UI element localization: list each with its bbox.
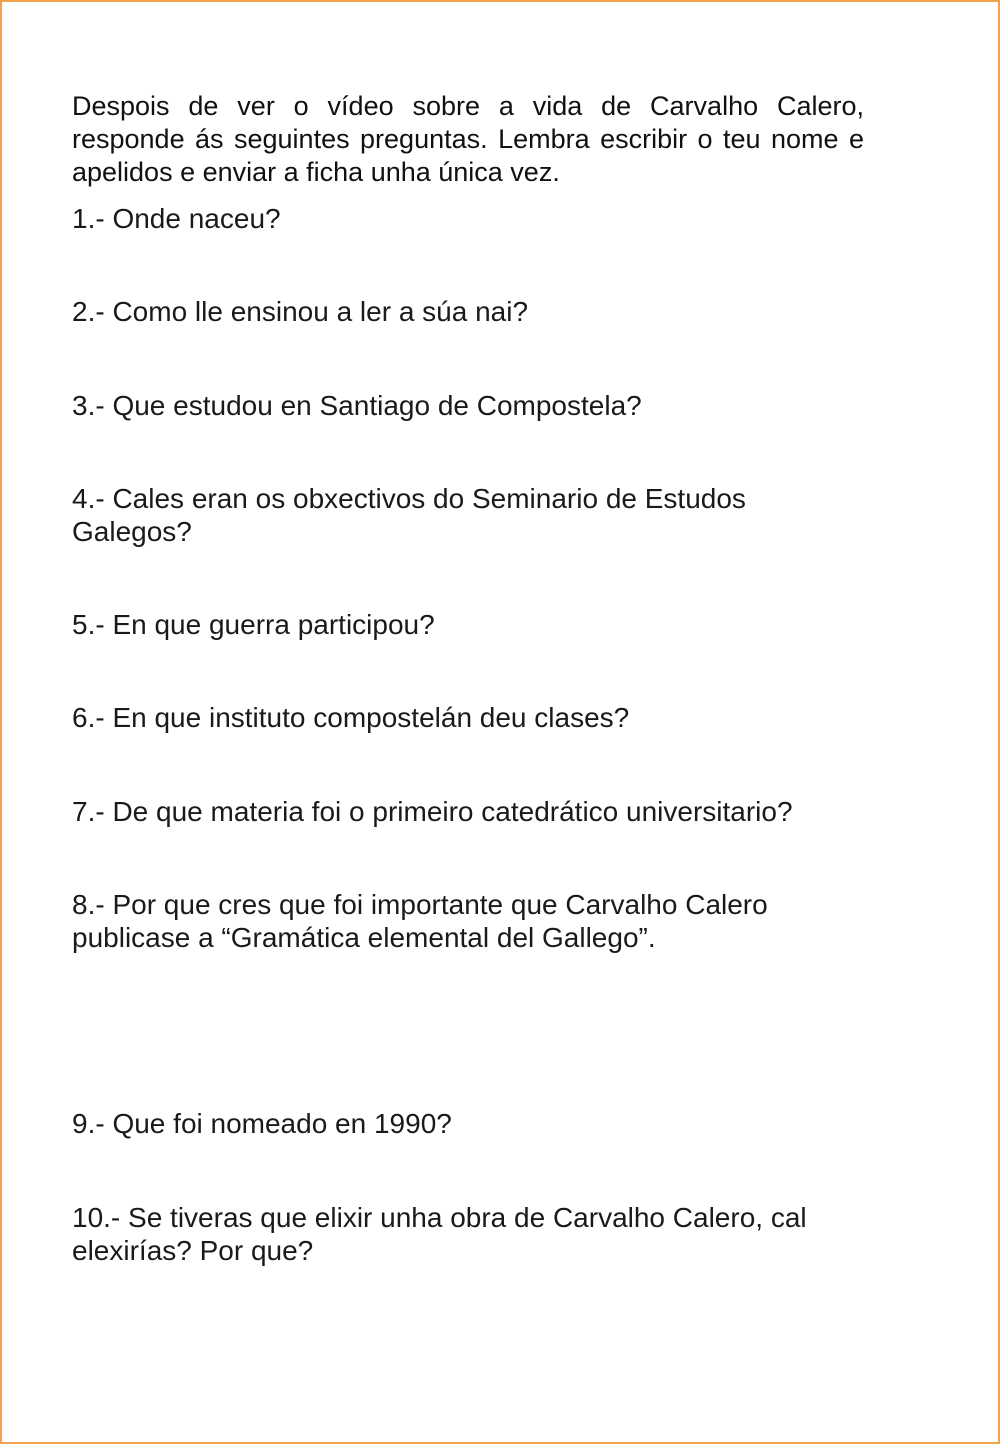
question-10: 10.- Se tiveras que elixir unha obra de Carvalho Calero, cal elexirías? Por que? bbox=[72, 1202, 807, 1266]
question-5: 5.- En que guerra participou? bbox=[72, 609, 435, 640]
question-7: 7.- De que materia foi o primeiro catedrático universitario? bbox=[72, 796, 793, 827]
question-6: 6.- En que instituto compostelán deu clases? bbox=[72, 702, 630, 733]
question-3: 3.- Que estudou en Santiago de Compostela? bbox=[72, 390, 642, 421]
question-9: 9.- Que foi nomeado en 1990? bbox=[72, 1108, 452, 1139]
question-1: 1.- Onde naceu? bbox=[72, 203, 281, 234]
instructions-paragraph: Despois de ver o vídeo sobre a vida de Carvalho Calero, responde ás seguintes preguntas. Lembra escribir o teu nome e apelidos e enviar a ficha unha única vez. bbox=[72, 91, 864, 187]
question-8: 8.- Por que cres que foi importante que Carvalho Calero publicase a “Gramática elemental del Gallego”. bbox=[72, 889, 768, 953]
question-2: 2.- Como lle ensinou a ler a súa nai? bbox=[72, 296, 529, 327]
question-4: 4.- Cales eran os obxectivos do Seminario de Estudos Galegos? bbox=[72, 483, 746, 547]
